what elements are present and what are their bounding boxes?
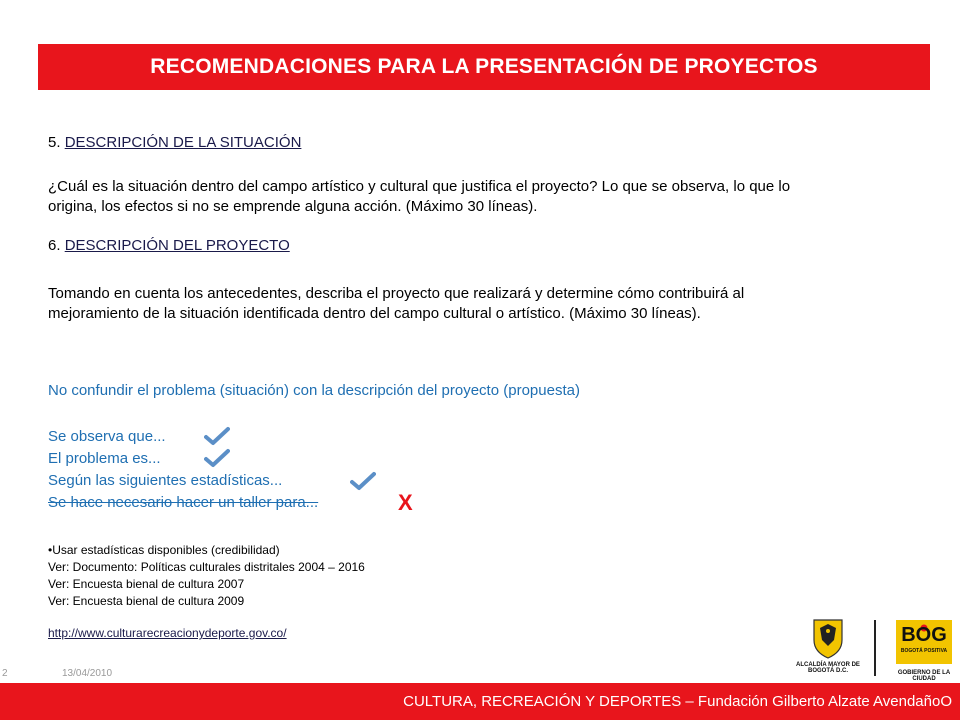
- checkmark-icon: [204, 448, 230, 468]
- example-2: El problema es...: [48, 450, 161, 467]
- example-4-struck: Se hace necesario hacer un taller para...: [48, 494, 319, 511]
- section-5-body: ¿Cuál es la situación dentro del campo artístico y cultural que justifica el proyecto? Lo que se observa, lo que lo origina, los efectos si no se emprende alguna acción. (Máximo 30 líneas).: [48, 178, 791, 215]
- section-6-body: Tomando en cuenta los antecedentes, describa el proyecto que realizará y determine cómo contribuirá al mejoramiento de la situación identificada dentro del campo cultural o artístico. (Máximo 30 líneas).: [48, 285, 745, 322]
- example-3: Según las siguientes estadísticas...: [48, 472, 283, 489]
- section-6-title: DESCRIPCIÓN DEL PROYECTO: [64, 237, 290, 254]
- slide-number: 2: [2, 668, 8, 679]
- note-4: Ver: Encuesta bienal de cultura 2009: [48, 594, 245, 608]
- checkmark-icon: [350, 471, 376, 491]
- slide-title: RECOMENDACIONES PARA LA PRESENTACIÓN DE PROYECTOS: [38, 44, 930, 90]
- logo-divider: [874, 620, 876, 676]
- bog-logo-text: BOG: [901, 624, 947, 646]
- section-6-heading: [48, 237, 290, 254]
- section-5-number: 5.: [48, 134, 65, 151]
- section-5-title: DESCRIPCIÓN DE LA SITUACIÓN: [64, 134, 302, 151]
- website-link[interactable]: http://www.culturarecreacionydeporte.gov.co/: [48, 626, 287, 640]
- bog-logo-subtitle: BOGOTÁ POSITIVA: [900, 648, 948, 654]
- alcaldia-caption: ALCALDÍA MAYOR DE BOGOTÁ D.C.: [796, 662, 860, 674]
- footer-bar: [0, 683, 960, 720]
- slide-date: 13/04/2010: [62, 668, 113, 679]
- section-5-heading: [48, 134, 301, 151]
- section-6-number: 6.: [48, 237, 65, 254]
- checkmark-icon: [204, 426, 230, 446]
- example-1: Se observa que...: [48, 428, 166, 445]
- warning-text: No confundir el problema (situación) con la descripción del proyecto (propuesta): [48, 382, 580, 399]
- note-2: Ver: Documento: Políticas culturales distritales 2004 – 2016: [48, 560, 365, 574]
- note-1: •Usar estadísticas disponibles (credibilidad): [48, 543, 280, 557]
- footer-text: CULTURA, RECREACIÓN Y DEPORTES – Fundación Gilberto Alzate AvendañoO: [403, 693, 952, 710]
- gobierno-caption: GOBIERNO DE LA CIUDAD: [897, 670, 951, 682]
- x-mark-icon: X: [398, 490, 413, 515]
- note-3: Ver: Encuesta bienal de cultura 2007: [48, 577, 245, 591]
